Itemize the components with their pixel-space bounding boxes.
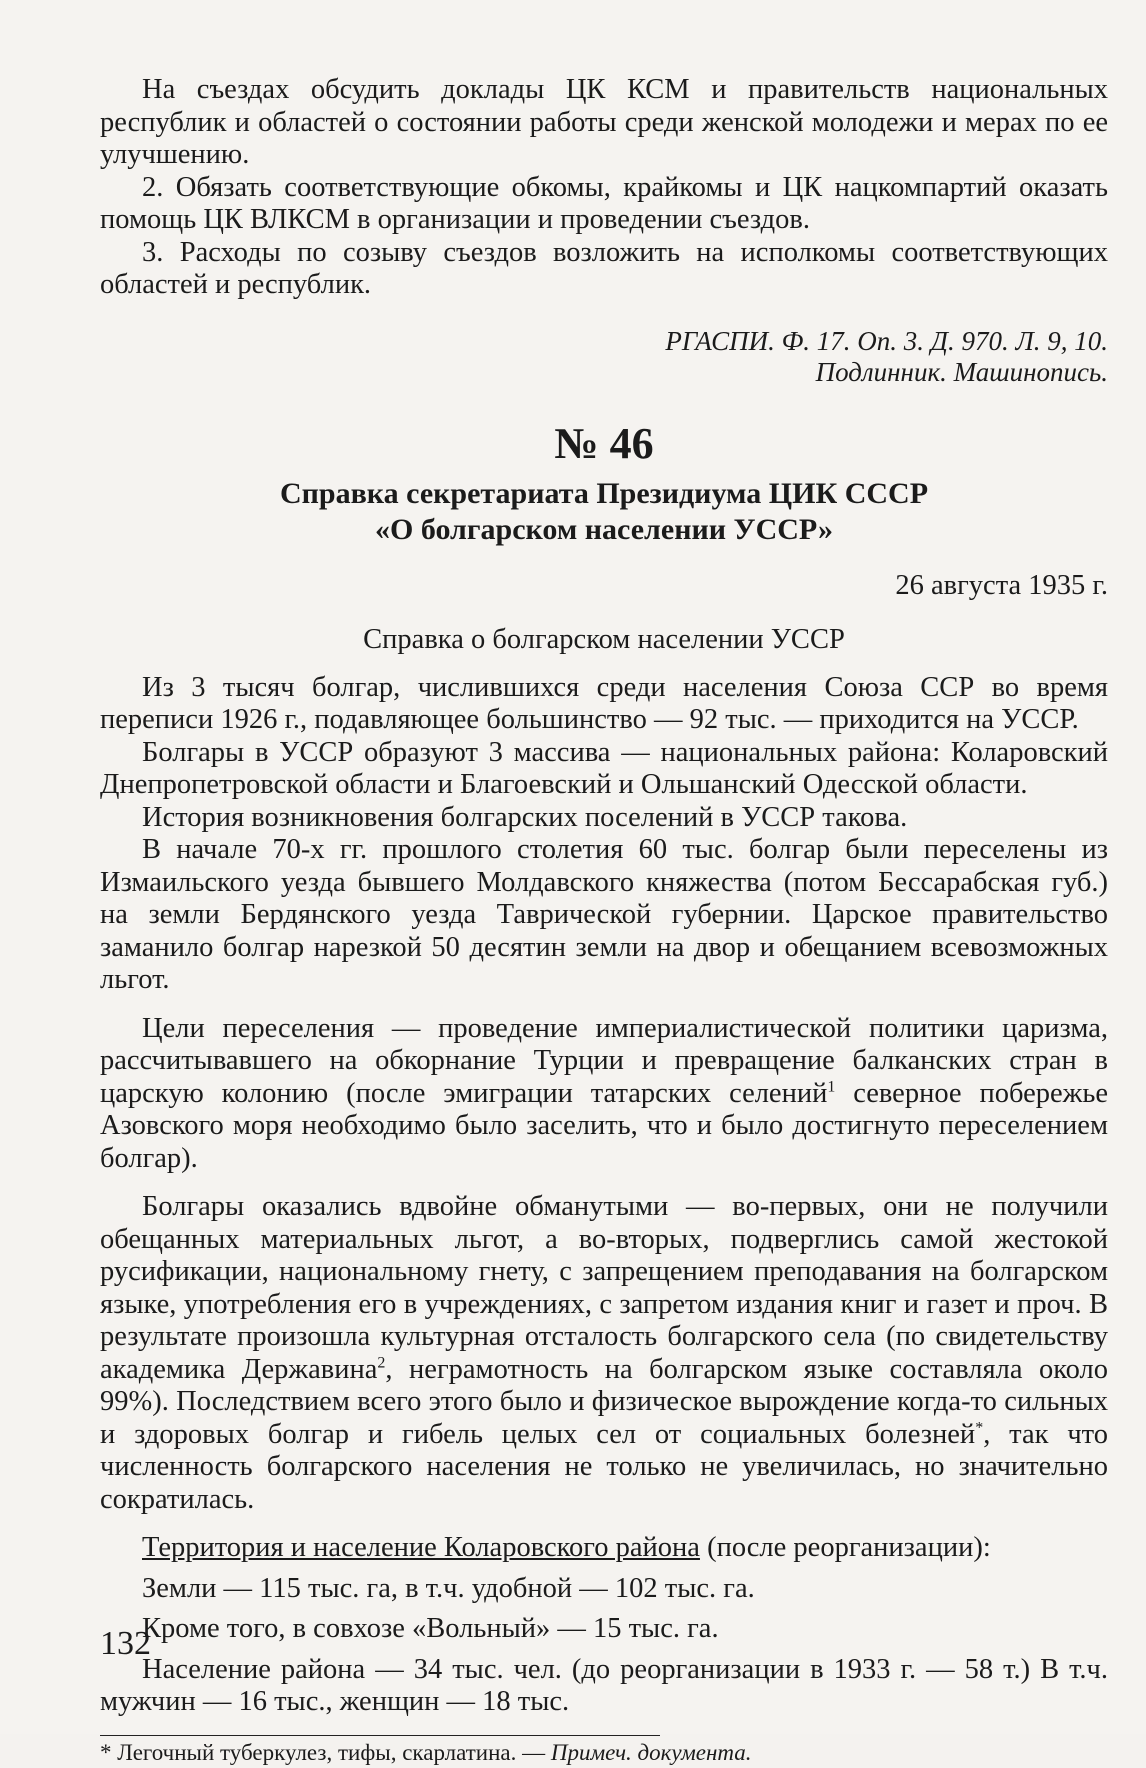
population-line: Население района — 34 тыс. чел. (до реорганизации в 1933 г. — 58 т.) В т.ч. мужчин — 16 тыс., женщин — 18 тыс.: [100, 1653, 1108, 1717]
document-date: 26 августа 1935 г.: [895, 569, 1108, 601]
body-paragraph-4: В начале 70-х гг. прошлого столетия 60 тыс. болгар были переселены из Измаильского уезда бывшего Молдавского княжества (потом Бессарабская губ.) на земли Бердянского уезда Таврической губернии. Царское правительство заманило болгар нарезкой 50 десятин земли на двор и обещанием всевозможных льгот.: [100, 834, 1108, 995]
footnote-mark: *: [100, 1739, 112, 1765]
body-paragraph-3: История возникновения болгарских поселений в УССР такова.: [142, 801, 908, 833]
body-paragraph-2: Болгары в УССР образуют 3 массива — национальных района: Коларовский Днепропетровской области и Благоевский и Ольшанский Одесской области.: [100, 736, 1108, 800]
archive-reference: РГАСПИ. Ф. 17. Оп. 3. Д. 970. Л. 9, 10.: [665, 325, 1108, 356]
body-paragraph-5-part-a: Цели переселения — проведение империалистической политики царизма, рассчитывавшего на обкорнание Турции и превращение балканских стран в царскую колонию (после эмиграции татарских селений: [100, 1012, 1108, 1109]
body-paragraph-1: Из 3 тысяч болгар, числившихся среди населения Союза ССР во время переписи 1926 г., подавляющее большинство — 92 тыс. — приходится на УССР.: [100, 671, 1108, 735]
body-paragraph-6-part-a: Болгары оказались вдвойне обманутыми — во-первых, они не получили обещанных материальных льгот, а во-вторых, подверглись самой жестокой русификации, национальному гнету, с запрещением преподавания на болгарском языке, употребления его в учреждениях, с запретом издания книг и газет и проч. В результате произошла культурная отсталость болгарского села (по свидетельству академика Державина: [100, 1191, 1108, 1385]
sovkhoz-line: Кроме того, в совхозе «Вольный» — 15 тыс. га.: [142, 1613, 719, 1644]
document-title-line-1: Справка секретариата Президиума ЦИК СССР: [279, 476, 929, 510]
footnote: [100, 1738, 1108, 1768]
body-paragraph-6-part-c: , так что численность болгарского населения не только не увеличилась, но значительно сократилась.: [100, 1418, 1109, 1515]
body-paragraph-5: [100, 1013, 1108, 1176]
body-paragraph-6: [100, 1191, 1108, 1516]
territory-line: [100, 1532, 1108, 1565]
text-column: [100, 74, 1108, 1768]
body-paragraph-6-part-b: , неграмотность на болгарском языке составляла около 99%). Последствием всего этого было и физическое вырождение когда-то сильных и здоровых болгар и гибель целых сел от социальных болезней: [100, 1353, 1109, 1450]
territory-heading: Территория и население Коларовского района: [142, 1532, 700, 1563]
document-title-line-2: «О болгарском населении УССР»: [375, 512, 833, 546]
territory-suffix: (после реорганизации):: [699, 1532, 991, 1563]
footnote-text: Легочный туберкулез, тифы, скарлатина. —: [111, 1739, 551, 1765]
footnote-ref-1: 1: [827, 1078, 836, 1095]
document-subtitle: Справка о болгарском населении УССР: [363, 623, 845, 655]
document-number: № 46: [554, 418, 654, 468]
intro-paragraph-1: На съездах обсудить доклады ЦК КСМ и правительств национальных республик и областей о состоянии работы среди женской молодежи и мерах по ее улучшению.: [100, 74, 1108, 170]
intro-paragraph-3: 3. Расходы по созыву съездов возложить на исполкомы соответствующих областей и республик.: [100, 236, 1108, 300]
footnote-divider: [100, 1735, 660, 1736]
page-number: 132: [100, 1625, 151, 1662]
footnote-ref-star: *: [975, 1419, 984, 1436]
land-line: Земли — 115 тыс. га, в т.ч. удобной — 102 тыс. га.: [142, 1572, 755, 1604]
footnote-note: Примеч. документа.: [550, 1739, 752, 1765]
archive-note: Подлинник. Машинопись.: [815, 356, 1108, 387]
footnote-ref-2: 2: [377, 1354, 386, 1371]
body-paragraph-5-part-b: северное побережье Азовского моря необходимо было заселить, что и было достигнуто переселением болгар).: [100, 1077, 1108, 1174]
intro-paragraph-2: 2. Обязать соответствующие обкомы, крайкомы и ЦК нацкомпартий оказать помощь ЦК ВЛКСМ в организации и проведении съездов.: [100, 171, 1108, 235]
